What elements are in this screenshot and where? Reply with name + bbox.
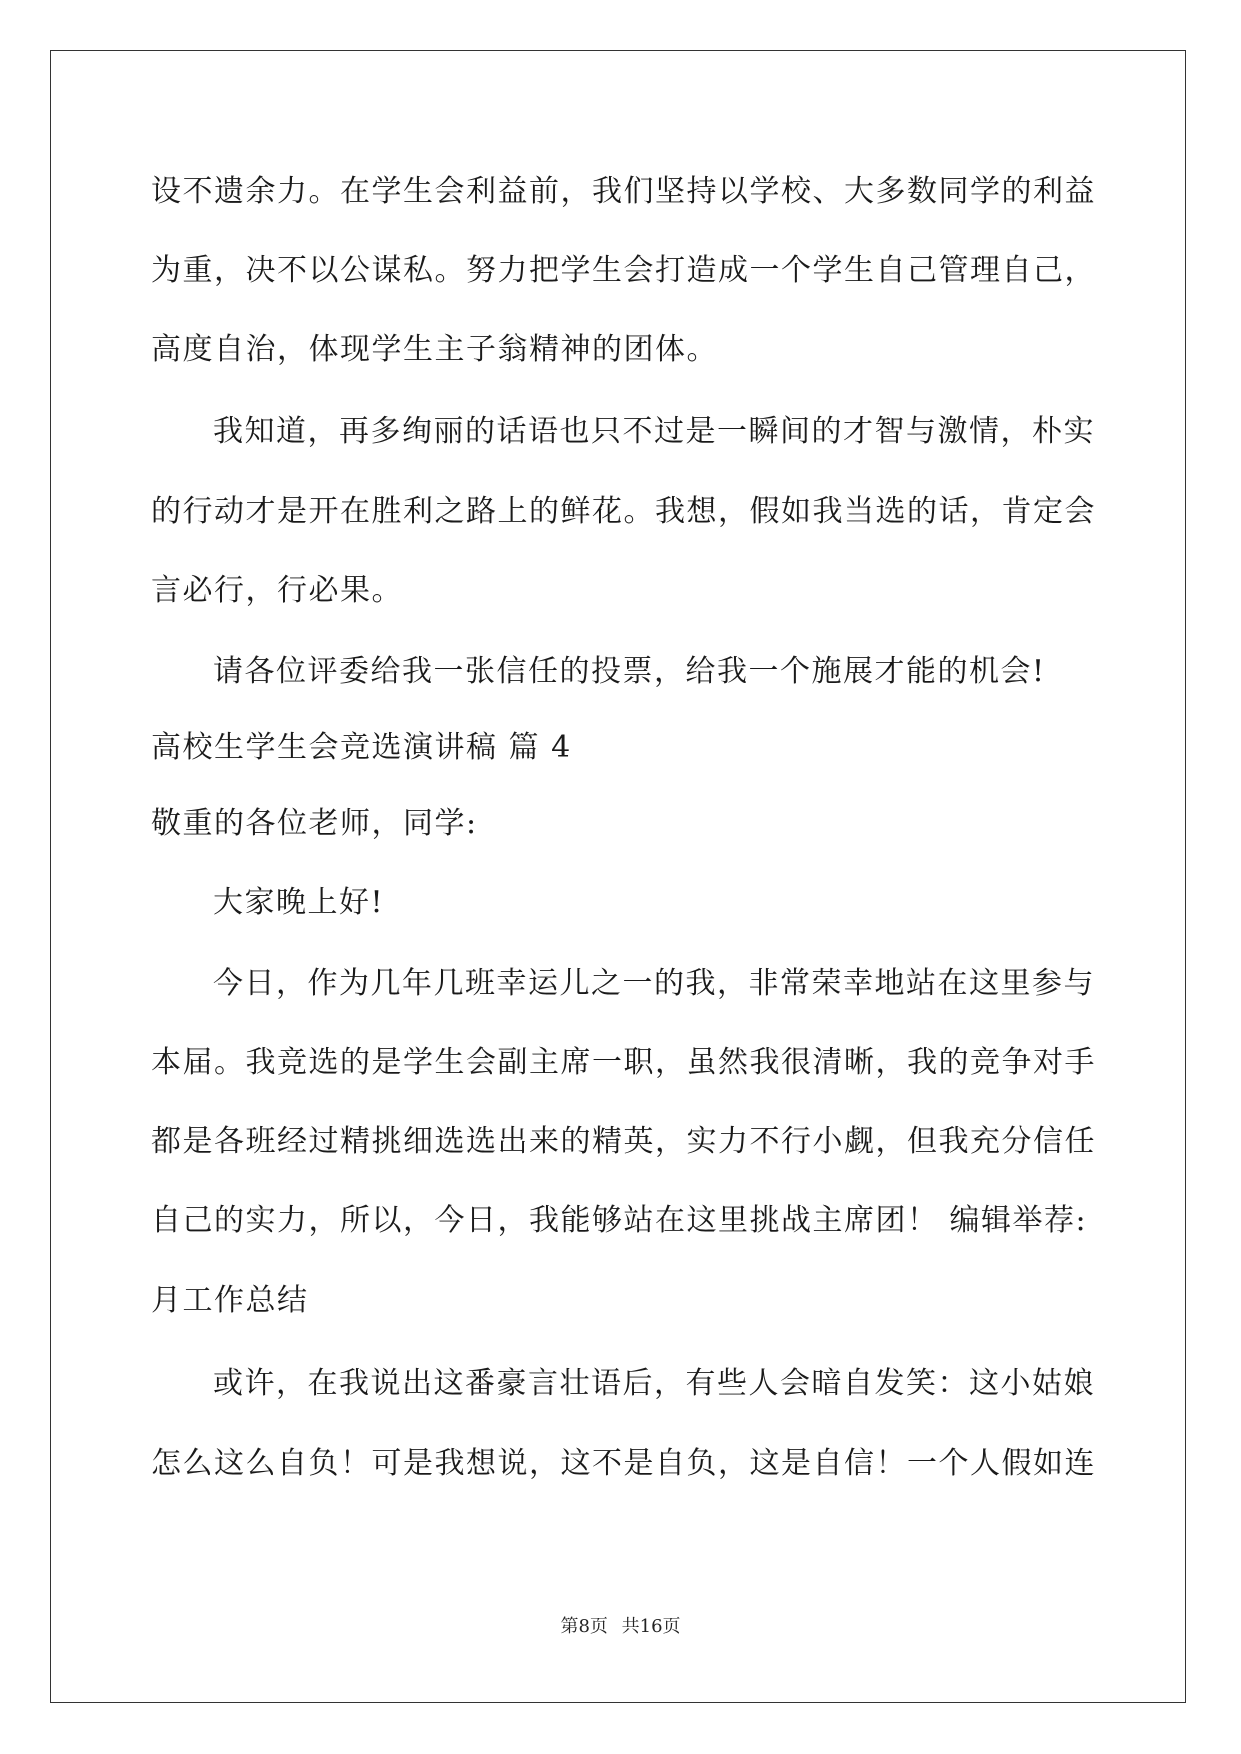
- greeting: 大家晚上好!: [213, 885, 385, 920]
- paragraph-line: 今日，作为几年几班幸运儿之一的我，非常荣幸地站在这里参与: [213, 966, 1095, 1001]
- paragraph-line: 请各位评委给我一张信任的投票，给我一个施展才能的机会!: [213, 654, 1046, 689]
- page-footer: [0, 1615, 1241, 1639]
- page-total: 共16页: [621, 1616, 681, 1637]
- paragraph-line: 或许，在我说出这番豪言壮语后，有些人会暗自发笑：这小姑娘: [213, 1366, 1095, 1401]
- salutation: 敬重的各位老师，同学:: [151, 806, 478, 841]
- section-heading: 高校生学生会竞选演讲稿 篇 4: [151, 730, 572, 765]
- paragraph-line: 设不遗余力。在学生会利益前，我们坚持以学校、大多数同学的利益: [151, 174, 1096, 209]
- paragraph-line: 的行动才是开在胜利之路上的鲜花。我想，假如我当选的话，肯定会: [151, 494, 1096, 529]
- paragraph-line: 我知道，再多绚丽的话语也只不过是一瞬间的才智与激情，朴实: [213, 414, 1095, 449]
- paragraph-line: 月工作总结: [151, 1283, 309, 1318]
- paragraph-line: 为重，决不以公谋私。努力把学生会打造成一个学生自己管理自己，: [151, 253, 1096, 288]
- paragraph-line: 言必行，行必果。: [151, 573, 403, 608]
- paragraph-line: 怎么这么自负！可是我想说，这不是自负，这是自信！一个人假如连: [151, 1446, 1096, 1481]
- paragraph-line: 自己的实力，所以，今日，我能够站在这里挑战主席团！ 编辑举荐:: [151, 1203, 1088, 1238]
- paragraph-line: 都是各班经过精挑细选选出来的精英，实力不行小觑，但我充分信任: [151, 1124, 1096, 1159]
- page-number: 第8页: [560, 1616, 608, 1637]
- paragraph-line: 高度自治，体现学生主子翁精神的团体。: [151, 332, 718, 367]
- paragraph-line: 本届。我竞选的是学生会副主席一职，虽然我很清晰，我的竞争对手: [151, 1045, 1096, 1080]
